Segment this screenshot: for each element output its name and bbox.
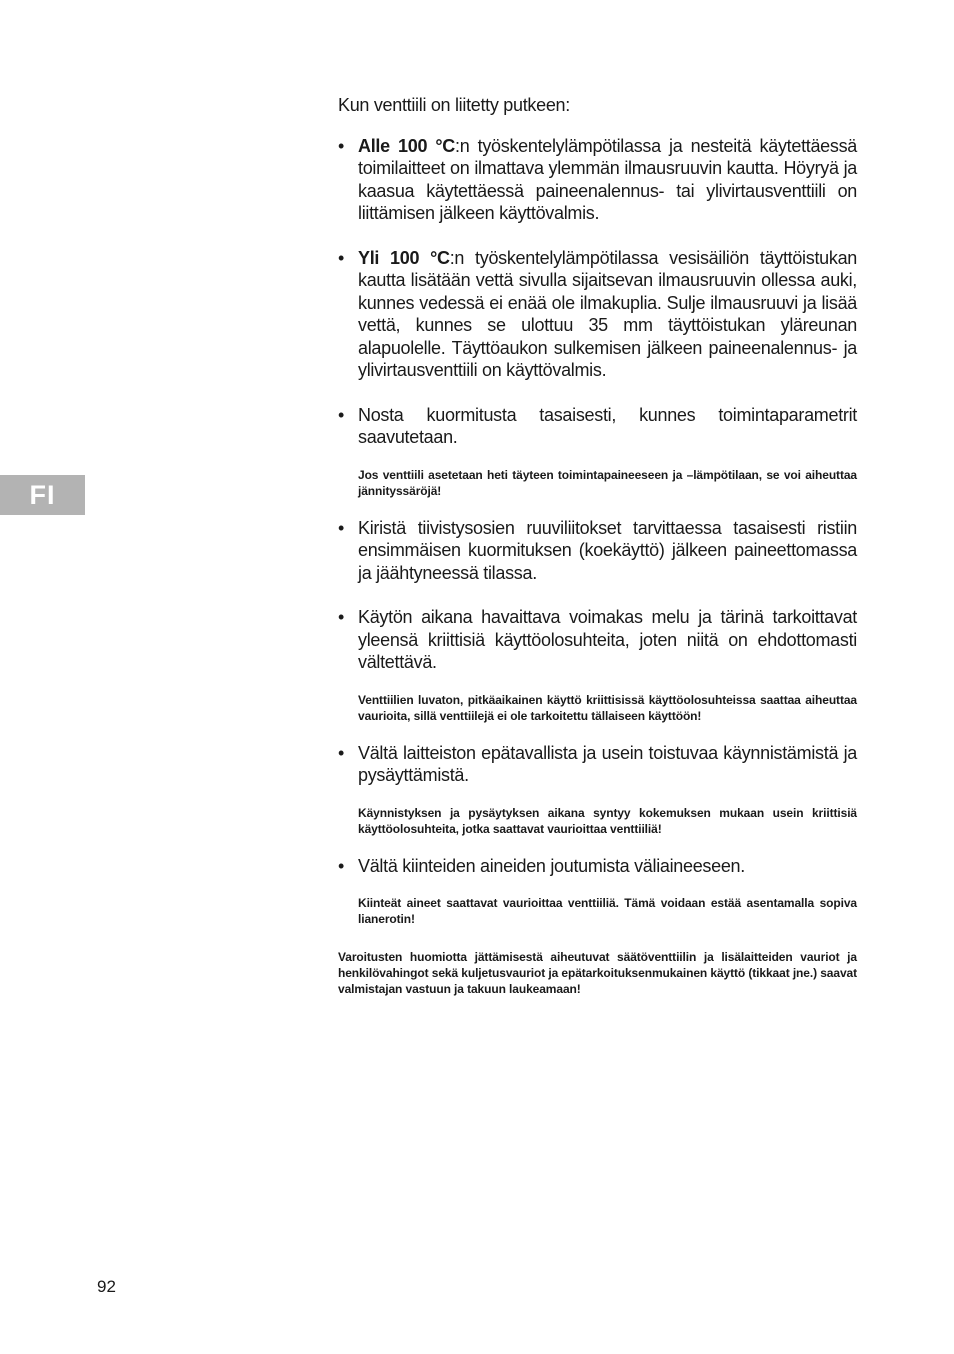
warning-note: Venttiilien luvaton, pitkäaikainen käyttö kriittisissä käyttöolosuhteissa saattaa aiheuttaa vaurioita, sillä venttiilejä ei ole tarkoitettu tällaiseen käyttöön!: [358, 692, 857, 723]
list-item-start-stop: [338, 742, 857, 787]
bullet-icon: •: [338, 607, 345, 627]
page-number: 92: [97, 1277, 116, 1296]
language-tab-fi: FI: [0, 475, 85, 515]
bullet-icon: •: [338, 404, 345, 425]
warning-note: Jos venttiili asetetaan heti täyteen toimintapaineeseen ja –lämpötilaan, se voi aiheuttaa jännityssäröjä!: [358, 467, 857, 498]
warning-note: Kiinteät aineet saattavat vaurioittaa venttiiliä. Tämä voidaan estää asentamalla sopiva lianerotin!: [358, 896, 857, 926]
item-text: Nosta kuormitusta tasaisesti, kunnes toimintaparametrit saavutetaan.: [358, 404, 857, 447]
item-text: Vältä kiinteiden aineiden joutumista väliaineeseen.: [358, 855, 745, 876]
list-item-above-100c: [338, 247, 857, 382]
list-item-noise-vibration: [338, 606, 857, 674]
bullet-icon: •: [338, 742, 345, 763]
bullet-icon: •: [338, 135, 345, 156]
bullet-icon: •: [338, 855, 345, 876]
list-item-solids: [338, 855, 857, 878]
bullet-icon: •: [338, 517, 345, 538]
item-text: :n työskentelylämpötilassa vesisäiliön täyttöistukan kautta lisätään vettä sivulla sijaitsevan ilmausruuvin ollessa auki, kunnes vedessä ei enää ole ilmakuplia. Sulje ilmausruuvi ja lisää vettä, kunnes se ulottuu 35 mm täyttöistukan yläreunan alapuolelle. Täyttöaukon sulkemisen jälkeen paineenalennus- ja ylivirtausventtiili on käyttövalmis.: [358, 247, 857, 380]
liability-warning: Varoitusten huomiotta jättämisestä aiheutuvat säätöventtiilin ja lisälaitteiden vauriot ja henkilövahingot sekä kuljetusvauriot ja epätarkoituksenmukainen käyttö (tikkaat jne.) saavat valmistajan vastuun ja takuun laukeamaan!: [338, 950, 857, 996]
list-item-increase-load: [338, 404, 857, 449]
main-content: [338, 94, 857, 997]
intro-text: Kun venttiili on liitetty putkeen:: [338, 95, 570, 115]
item-text: Käytön aikana havaittava voimakas melu ja tärinä tarkoittavat yleensä kriittisiä käyttöolosuhteita, joten niitä on ehdottomasti vältettävä.: [358, 607, 857, 672]
list-item-tighten-screws: [338, 517, 857, 585]
list-item-below-100c: [338, 135, 857, 225]
bold-lead: Yli 100 °C: [358, 247, 450, 268]
item-text: Kiristä tiivistysosien ruuviliitokset tarvittaessa tasaisesti ristiin ensimmäisen kuormituksen (koekäyttö) jälkeen paineettomassa ja jäähtyneessä tilassa.: [358, 517, 857, 583]
bullet-icon: •: [338, 247, 345, 268]
bold-lead: Alle 100 °C: [358, 135, 455, 156]
item-text: Vältä laitteiston epätavallista ja usein toistuvaa käynnistämistä ja pysäyttämistä.: [358, 742, 857, 785]
warning-note: Käynnistyksen ja pysäytyksen aikana syntyy kokemuksen mukaan usein kriittisiä käyttöolosuhteita, jotka saattavat vaurioittaa venttiiliä!: [358, 805, 857, 836]
item-text: :n työskentelylämpötilassa ja nesteitä käytettäessä toimilaitteet on ilmattava ylemmän ilmausruuvin kautta. Höyryä ja kaasua käytettäessä paineenalennus- tai ylivirtausventtiili on liittämisen jälkeen käyttövalmis.: [358, 135, 857, 223]
